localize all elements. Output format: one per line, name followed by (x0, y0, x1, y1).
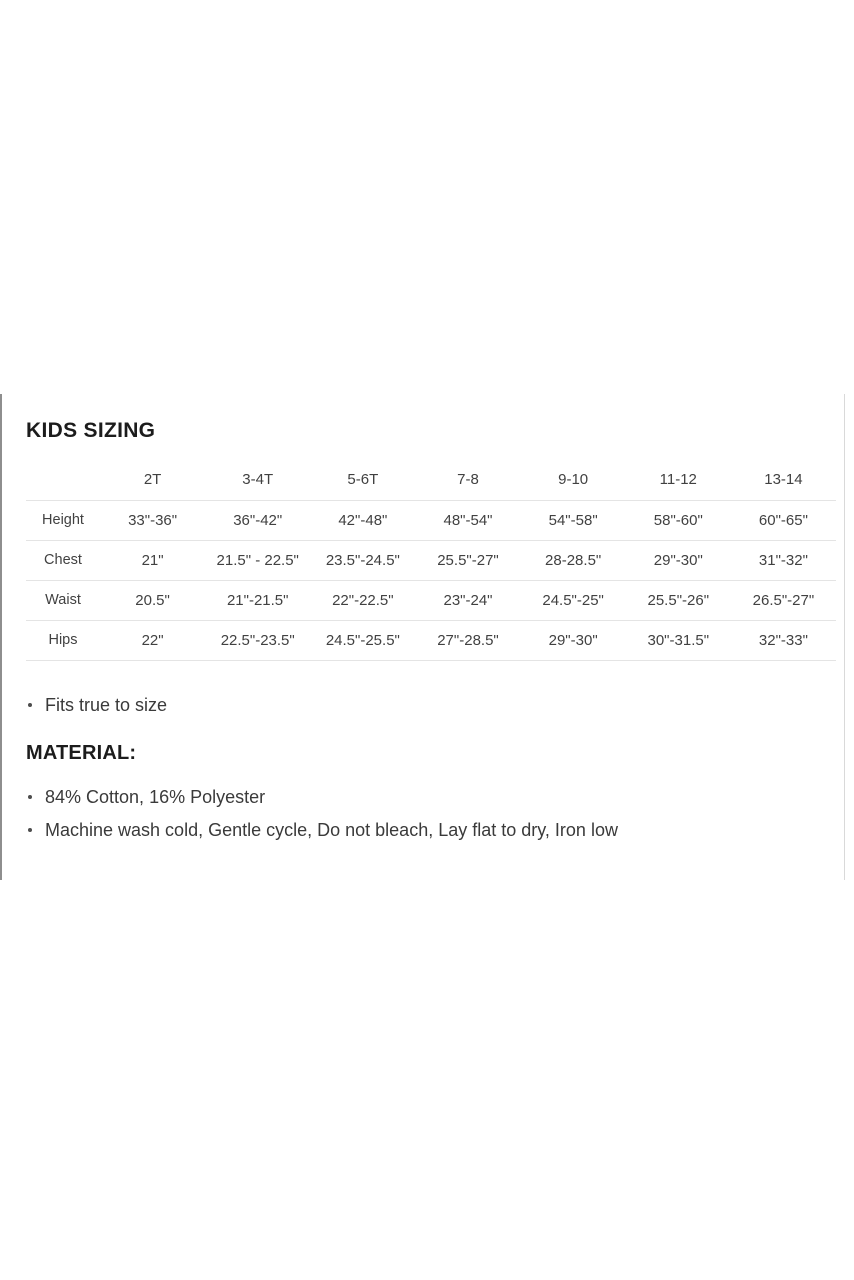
table-cell: 33"-36" (100, 500, 205, 540)
row-label-waist: Waist (26, 580, 100, 620)
table-cell: 24.5"-25" (521, 580, 626, 620)
table-cell: 48"-54" (415, 500, 520, 540)
table-cell: 26.5"-27" (731, 580, 836, 620)
table-cell: 22"-22.5" (310, 580, 415, 620)
table-cell: 32"-33" (731, 620, 836, 660)
table-row-waist (26, 580, 836, 620)
table-cell: 60"-65" (731, 500, 836, 540)
column-header-13-14: 13-14 (731, 460, 836, 500)
column-header-9-10: 9-10 (521, 460, 626, 500)
list-item: 84% Cotton, 16% Polyester (26, 781, 844, 814)
column-header-3-4t: 3-4T (205, 460, 310, 500)
material-notes-list (26, 781, 844, 847)
size-header-row (26, 460, 836, 500)
table-cell: 24.5"-25.5" (310, 620, 415, 660)
table-cell: 23"-24" (415, 580, 520, 620)
list-item: Machine wash cold, Gentle cycle, Do not bleach, Lay flat to dry, Iron low (26, 814, 844, 847)
table-cell: 25.5"-27" (415, 540, 520, 580)
table-cell: 58"-60" (626, 500, 731, 540)
kids-sizing-table (26, 460, 836, 661)
table-cell: 21" (100, 540, 205, 580)
table-row-height (26, 500, 836, 540)
table-row-chest (26, 540, 836, 580)
row-label-chest: Chest (26, 540, 100, 580)
row-label-height: Height (26, 500, 100, 540)
material-heading: MATERIAL: (26, 741, 137, 764)
column-header-2t: 2T (100, 460, 205, 500)
table-cell: 30"-31.5" (626, 620, 731, 660)
table-cell: 20.5" (100, 580, 205, 620)
table-row-hips (26, 620, 836, 660)
corner-cell (26, 460, 100, 500)
table-cell: 31"-32" (731, 540, 836, 580)
table-cell: 22.5"-23.5" (205, 620, 310, 660)
table-cell: 21"-21.5" (205, 580, 310, 620)
product-details-panel (0, 394, 845, 880)
row-label-hips: Hips (26, 620, 100, 660)
column-header-7-8: 7-8 (415, 460, 520, 500)
table-cell: 29"-30" (626, 540, 731, 580)
table-cell: 21.5" - 22.5" (205, 540, 310, 580)
table-cell: 29"-30" (521, 620, 626, 660)
table-cell: 28-28.5" (521, 540, 626, 580)
column-header-11-12: 11-12 (626, 460, 731, 500)
table-cell: 42"-48" (310, 500, 415, 540)
list-item: Fits true to size (26, 693, 844, 717)
table-cell: 23.5"-24.5" (310, 540, 415, 580)
table-cell: 27"-28.5" (415, 620, 520, 660)
table-cell: 36"-42" (205, 500, 310, 540)
column-header-5-6t: 5-6T (310, 460, 415, 500)
table-cell: 54"-58" (521, 500, 626, 540)
kids-sizing-heading: KIDS SIZING (26, 419, 156, 442)
table-cell: 25.5"-26" (626, 580, 731, 620)
fit-notes-list (26, 693, 844, 717)
table-cell: 22" (100, 620, 205, 660)
